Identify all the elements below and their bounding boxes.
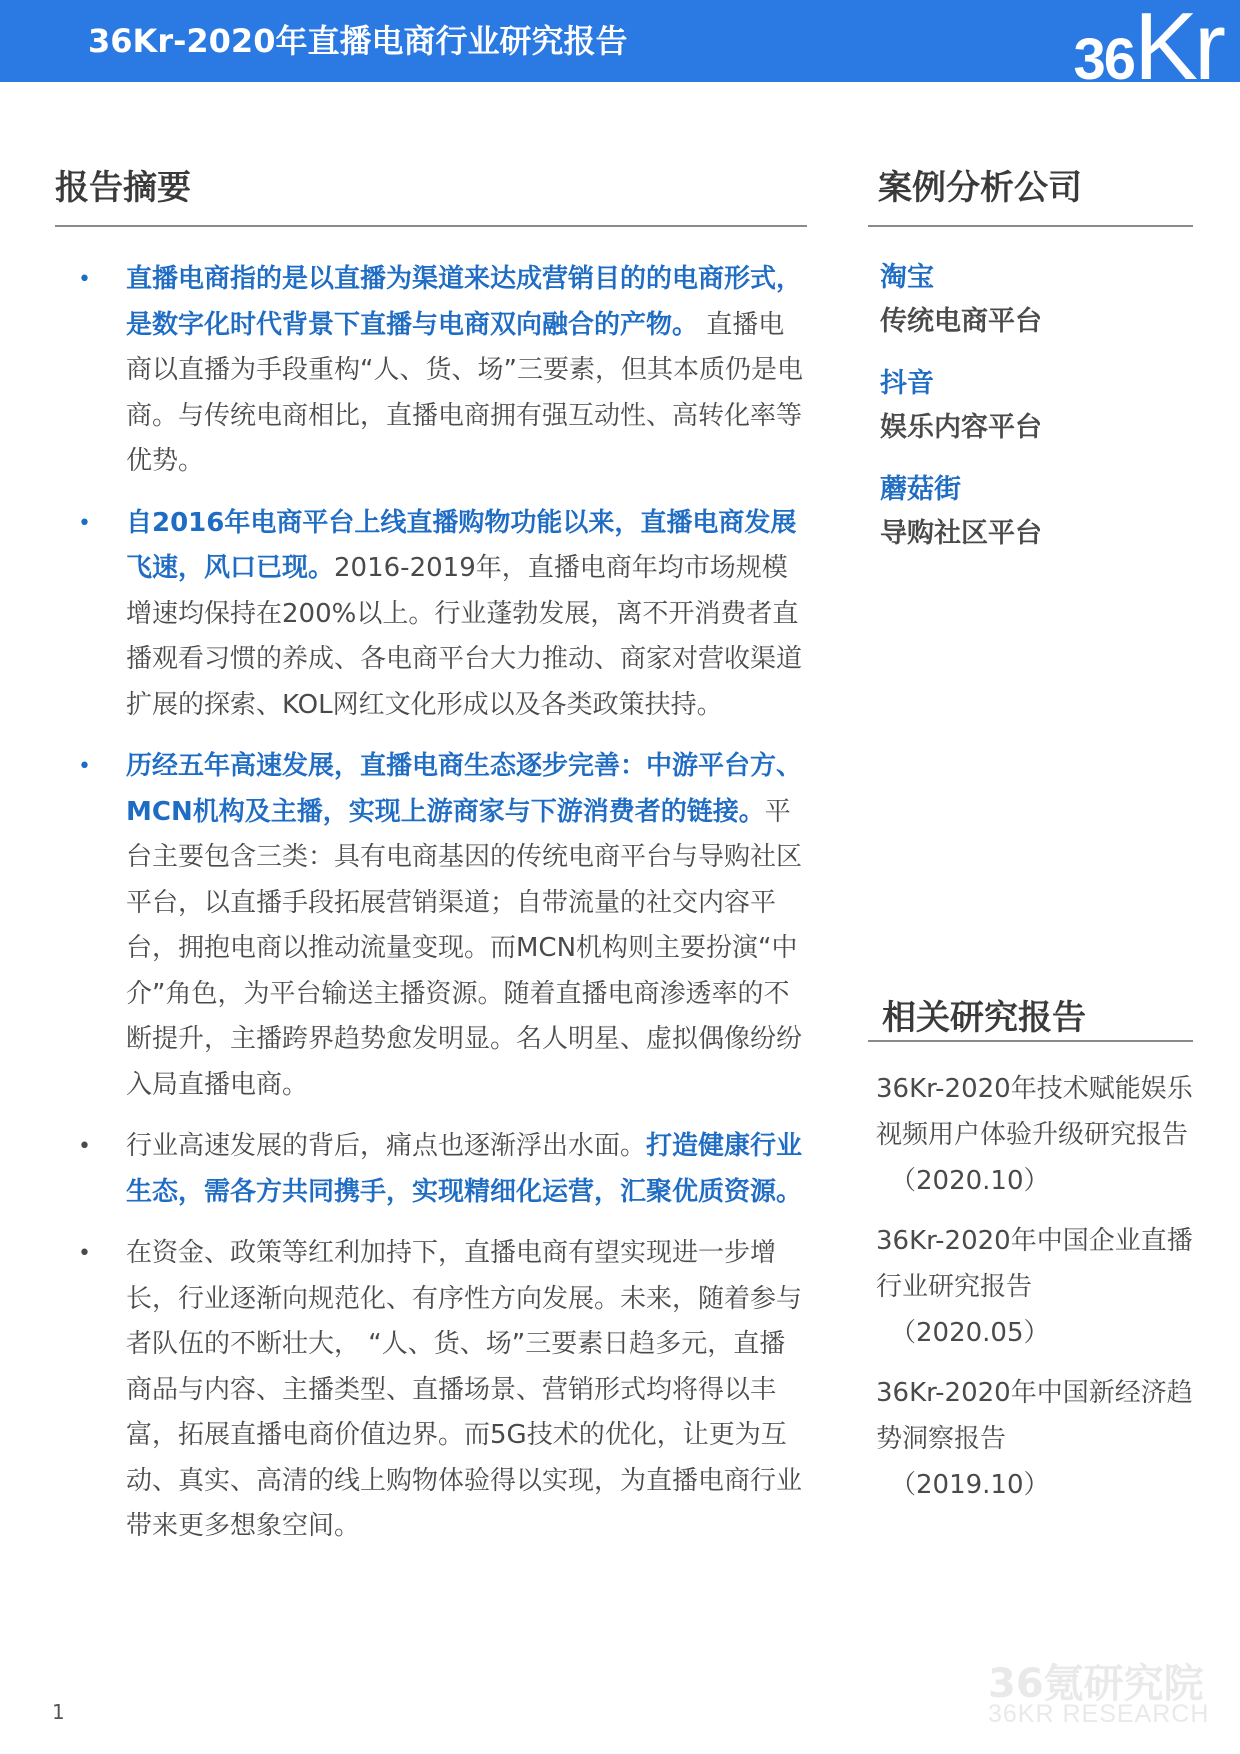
case-list (880, 256, 1180, 574)
report-date: （2020.10） (890, 1166, 1050, 1196)
case-name: 淘宝 (880, 262, 934, 293)
report-list (876, 1066, 1206, 1522)
report-title: 36Kr-2020年直播电商行业研究报告 (88, 22, 628, 60)
bullet-highlight: 自2016年电商平台上线直播购物功能以来，直播电商发展飞速，风口已现。 (126, 507, 797, 583)
summary-bullet-1 (70, 257, 810, 485)
logo-number: 36 (1073, 27, 1134, 92)
case-item-taobao (880, 256, 1180, 344)
logo-letters: Kr (1134, 0, 1222, 100)
bullet-text: 平台主要包含三类：具有电商基因的传统电商平台与导购社区平台，以直播手段拓展营销渠道；自带流量的社交内容平台，拥抱电商以推动流量变现。而MCN机构则主要扮演“中介”角色，为平台输送主播资源。随着直播电商渗透率的不断提升，主播跨界趋势愈发明显。名人明星、虚拟偶像纷纷入局直播电商。 (126, 796, 803, 1100)
summary-title: 报告摘要 (55, 168, 191, 208)
bullet-dot: • (78, 1241, 91, 1266)
bullet-text: 2016-2019年，直播电商年均市场规模增速均保持在200%以上。行业蓬勃发展，离不开消费者直播观看习惯的养成、各电商平台大力推动、商家对营收渠道扩展的探索、KOL网红文化形成以及各类政策扶持。 (126, 553, 803, 720)
summary-bullet-3 (70, 744, 810, 1108)
bullet-dot: • (78, 267, 91, 292)
reports-title: 相关研究报告 (882, 998, 1086, 1038)
brand-logo (1073, 0, 1222, 102)
summary-divider (55, 225, 807, 227)
report-item (876, 1218, 1206, 1356)
case-type: 娱乐内容平台 (880, 412, 1042, 443)
summary-bullet-2 (70, 501, 810, 729)
report-name: 36Kr-2020年中国企业直播行业研究报告 (876, 1226, 1193, 1302)
report-name: 36Kr-2020年中国新经济趋势洞察报告 (876, 1378, 1193, 1454)
report-item (876, 1370, 1206, 1508)
watermark-cn: 36氪研究院 (988, 1661, 1204, 1707)
bullet-dot: • (78, 1134, 91, 1159)
bullet-dot: • (78, 510, 91, 536)
cases-divider (868, 225, 1193, 227)
reports-divider (868, 1040, 1193, 1042)
watermark-en: 36KR RESEARCH (988, 1700, 1210, 1728)
page-number: 1 (52, 1700, 65, 1724)
case-item-douyin (880, 362, 1180, 450)
header-bar (0, 0, 1240, 100)
report-date: （2020.05） (890, 1318, 1050, 1348)
case-type: 导购社区平台 (880, 518, 1042, 549)
bullet-highlight: 直播电商指的是以直播为渠道来达成营销目的的电商形式，是数字化时代背景下直播与电商双向融合的产物。 (126, 264, 803, 340)
bullet-highlight: 打造健康行业生态，需各方共同携手，实现精细化运营，汇聚优质资源。 (126, 1131, 803, 1207)
cases-title: 案例分析公司 (878, 168, 1082, 208)
report-item (876, 1066, 1206, 1204)
bullet-text: 在资金、政策等红利加持下，直播电商有望实现进一步增长，行业逐渐向规范化、有序性方向发展。未来，随着参与者队伍的不断壮大， “人、货、场”三要素日趋多元，直播商品与内容、主播类型、直播场景、营销形式均将得以丰富，拓展直播电商价值边界。而5G技术的优化，让更为互动、真实、高清的线上购物体验得以实现，为直播电商行业带来更多想象空间。 (126, 1238, 803, 1541)
bullet-dot: • (78, 754, 91, 779)
summary-list (70, 257, 810, 1566)
bullet-highlight: 历经五年高速发展，直播电商生态逐步完善：中游平台方、MCN机构及主播，实现上游商家与下游消费者的链接。 (126, 751, 803, 827)
bullet-text: 行业高速发展的背后，痛点也逐渐浮出水面。 (126, 1131, 647, 1161)
case-name: 蘑菇街 (880, 474, 961, 505)
summary-bullet-4 (70, 1124, 810, 1215)
report-date: （2019.10） (890, 1470, 1050, 1500)
case-item-mogujie (880, 468, 1180, 556)
bullet-text: 直播电商以直播为手段重构“人、货、场”三要素，但其本质仍是电商。与传统电商相比，直播电商拥有强互动性、高转化率等优势。 (126, 309, 803, 476)
summary-bullet-5 (70, 1231, 810, 1550)
case-type: 传统电商平台 (880, 306, 1042, 337)
report-name: 36Kr-2020年技术赋能娱乐视频用户体验升级研究报告 (876, 1074, 1193, 1150)
case-name: 抖音 (880, 368, 934, 399)
